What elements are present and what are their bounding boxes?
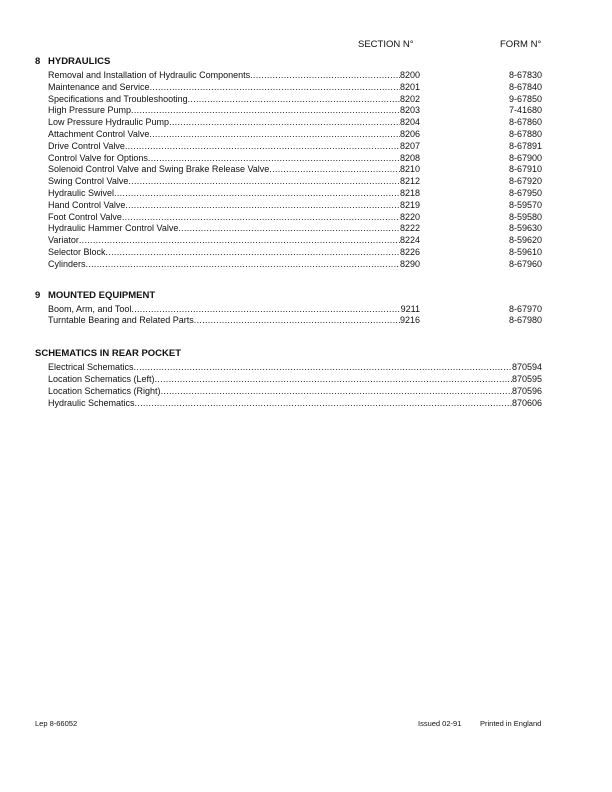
entry-number: 9211 xyxy=(400,303,420,314)
dot-leader xyxy=(48,81,400,93)
entry-number: 8204 xyxy=(399,117,420,128)
dot-leader xyxy=(48,397,512,409)
entry-number: 8290 xyxy=(399,258,420,269)
entry-title: Control Valve for Options xyxy=(48,152,148,163)
entry-number: 8218 xyxy=(399,188,420,198)
entry-number: 870606 xyxy=(511,397,542,408)
entry-title: Electrical Schematics xyxy=(48,362,134,373)
section-column-header: SECTION N° xyxy=(358,39,414,50)
entry-number: 870595 xyxy=(511,374,542,384)
form-number: 8-67950 xyxy=(508,188,542,198)
dot-leader xyxy=(48,303,401,315)
entry-number: 8207 xyxy=(399,140,420,151)
footer-issued: Issued 02-91 xyxy=(418,719,462,728)
leader-dots xyxy=(178,222,400,234)
leader-dots xyxy=(194,314,400,326)
entry-title: Hand Control Valve xyxy=(48,199,126,210)
entry-number: 8222 xyxy=(399,223,420,234)
dot-leader xyxy=(48,258,400,270)
form-number: 8-67970 xyxy=(508,303,542,314)
entry-number: 8201 xyxy=(399,81,420,92)
entry-title: Location Schematics (Left) xyxy=(48,374,155,384)
entry-title: Low Pressure Hydraulic Pump xyxy=(48,117,170,128)
toc-entry xyxy=(48,199,420,211)
form-number: 8-59580 xyxy=(508,211,542,222)
leader-dots xyxy=(106,246,400,258)
leader-dots xyxy=(150,81,400,93)
form-number: 9-67850 xyxy=(508,93,542,104)
leader-dots xyxy=(149,128,400,140)
entry-number: 8203 xyxy=(399,105,420,116)
entry-title: Turntable Bearing and Related Parts xyxy=(48,315,194,326)
dot-leader xyxy=(48,199,400,211)
leader-dots xyxy=(122,211,400,223)
form-number: 8-59620 xyxy=(508,235,542,246)
form-number: 8-67860 xyxy=(508,117,542,128)
leader-dots xyxy=(128,175,400,187)
dot-leader xyxy=(48,116,400,128)
form-number: 8-59630 xyxy=(508,223,542,234)
leader-dots xyxy=(125,140,400,152)
dot-leader xyxy=(48,175,400,187)
toc-entry xyxy=(48,81,420,93)
toc-entry xyxy=(48,314,420,326)
toc-entry xyxy=(48,234,420,246)
entry-number: 8208 xyxy=(399,152,420,163)
dot-leader xyxy=(48,163,400,175)
entry-number: 8200 xyxy=(399,70,420,80)
dot-leader xyxy=(48,140,400,152)
toc-entry xyxy=(48,258,420,270)
dot-leader xyxy=(48,152,400,164)
leader-dots xyxy=(135,397,512,409)
dot-leader xyxy=(48,246,400,258)
toc-entry xyxy=(48,303,420,315)
toc-entry xyxy=(48,361,542,373)
entry-number: 8212 xyxy=(399,176,420,187)
form-number: 8-67900 xyxy=(508,152,542,163)
toc-entry xyxy=(48,222,420,234)
section-heading xyxy=(35,290,155,301)
entry-title: Hydraulic Swivel xyxy=(48,188,115,198)
dot-leader xyxy=(48,234,400,246)
entry-number: 8219 xyxy=(399,199,420,210)
toc-entry xyxy=(48,246,420,258)
toc-entry xyxy=(48,397,542,409)
dot-leader xyxy=(48,361,512,373)
section-heading xyxy=(35,56,110,67)
form-number: 8-67920 xyxy=(508,176,542,187)
toc-entry xyxy=(48,116,420,128)
leader-dots xyxy=(131,104,400,116)
entry-number: 8202 xyxy=(399,93,420,104)
toc-entry xyxy=(48,93,420,105)
entry-number: 9216 xyxy=(399,315,420,326)
toc-entry xyxy=(48,175,420,187)
entry-title: Hydraulic Schematics xyxy=(48,397,135,408)
entry-title: Cylinders xyxy=(48,258,86,269)
form-number: 8-67830 xyxy=(508,70,542,80)
toc-entry xyxy=(48,385,542,397)
toc-entry xyxy=(48,187,420,199)
dot-leader xyxy=(48,222,400,234)
entry-title: Attachment Control Valve xyxy=(48,129,150,139)
dot-leader xyxy=(48,385,512,397)
form-number: 8-67980 xyxy=(508,315,542,326)
entry-title: Selector Block xyxy=(48,247,106,257)
form-number: 8-59570 xyxy=(508,199,542,210)
toc-entry xyxy=(48,69,420,81)
leader-dots xyxy=(134,361,512,373)
dot-leader xyxy=(48,187,400,199)
entry-title: Boom, Arm, and Tool xyxy=(48,303,132,314)
toc-entry xyxy=(48,163,420,175)
form-number: 8-67910 xyxy=(508,164,542,175)
section-title: MOUNTED EQUIPMENT xyxy=(48,289,156,301)
leader-dots xyxy=(131,303,400,315)
leader-dots xyxy=(169,116,400,128)
leader-dots xyxy=(114,187,400,199)
entry-title: Location Schematics (Right) xyxy=(48,385,161,396)
form-number: 8-67880 xyxy=(508,129,542,139)
dot-leader xyxy=(48,104,400,116)
entry-title: Removal and Installation of Hydraulic Components xyxy=(48,70,251,80)
entry-number: 8210 xyxy=(399,164,420,175)
leader-dots xyxy=(148,152,400,164)
entry-number: 8226 xyxy=(399,247,420,257)
entry-title: Drive Control Valve xyxy=(48,140,125,151)
dot-leader xyxy=(48,314,400,326)
entry-title: Foot Control Valve xyxy=(48,211,122,222)
entry-number: 8220 xyxy=(399,211,420,222)
toc-entry xyxy=(48,152,420,164)
leader-dots xyxy=(125,199,400,211)
form-number: 7-41680 xyxy=(508,105,542,116)
toc-entry xyxy=(48,373,542,385)
leader-dots xyxy=(79,234,400,246)
entry-title: High Pressure Pump xyxy=(48,105,132,116)
section-title: HYDRAULICS xyxy=(48,56,111,67)
form-number: 8-59610 xyxy=(508,247,542,257)
entry-title: Solenoid Control Valve and Swing Brake Release Valve xyxy=(48,164,270,175)
entry-title: Variator xyxy=(48,235,79,246)
toc-entry xyxy=(48,104,420,116)
toc-entry xyxy=(48,211,420,223)
dot-leader xyxy=(48,211,400,223)
toc-entry xyxy=(48,128,420,140)
entry-number: 870594 xyxy=(511,362,542,373)
toc-entry xyxy=(48,140,420,152)
footer-printed: Printed in England xyxy=(480,719,542,728)
dot-leader xyxy=(48,69,400,81)
schematics-heading: SCHEMATICS IN REAR POCKET xyxy=(35,348,182,360)
leader-dots xyxy=(155,373,512,385)
footer-reference: Lep 8-66052 xyxy=(35,719,78,728)
form-number: 8-67960 xyxy=(508,258,542,269)
leader-dots xyxy=(86,258,400,270)
leader-dots xyxy=(269,163,400,175)
entry-number: 8224 xyxy=(399,235,420,246)
form-column-header: FORM N° xyxy=(500,39,542,50)
entry-title: Swing Control Valve xyxy=(48,176,129,187)
dot-leader xyxy=(48,373,512,385)
leader-dots xyxy=(188,93,400,105)
form-number: 8-67891 xyxy=(508,140,542,151)
section-number: 9 xyxy=(35,289,41,301)
entry-title: Maintenance and Service xyxy=(48,81,150,92)
entry-title: Hydraulic Hammer Control Valve xyxy=(48,223,179,234)
leader-dots xyxy=(250,69,400,81)
form-number: 8-67840 xyxy=(508,81,542,92)
dot-leader xyxy=(48,93,400,105)
entry-title: Specifications and Troubleshooting xyxy=(48,93,188,104)
dot-leader xyxy=(48,128,400,140)
leader-dots xyxy=(161,385,512,397)
entry-number: 870596 xyxy=(511,385,542,396)
entry-number: 8206 xyxy=(399,129,420,139)
section-number: 8 xyxy=(35,56,41,67)
